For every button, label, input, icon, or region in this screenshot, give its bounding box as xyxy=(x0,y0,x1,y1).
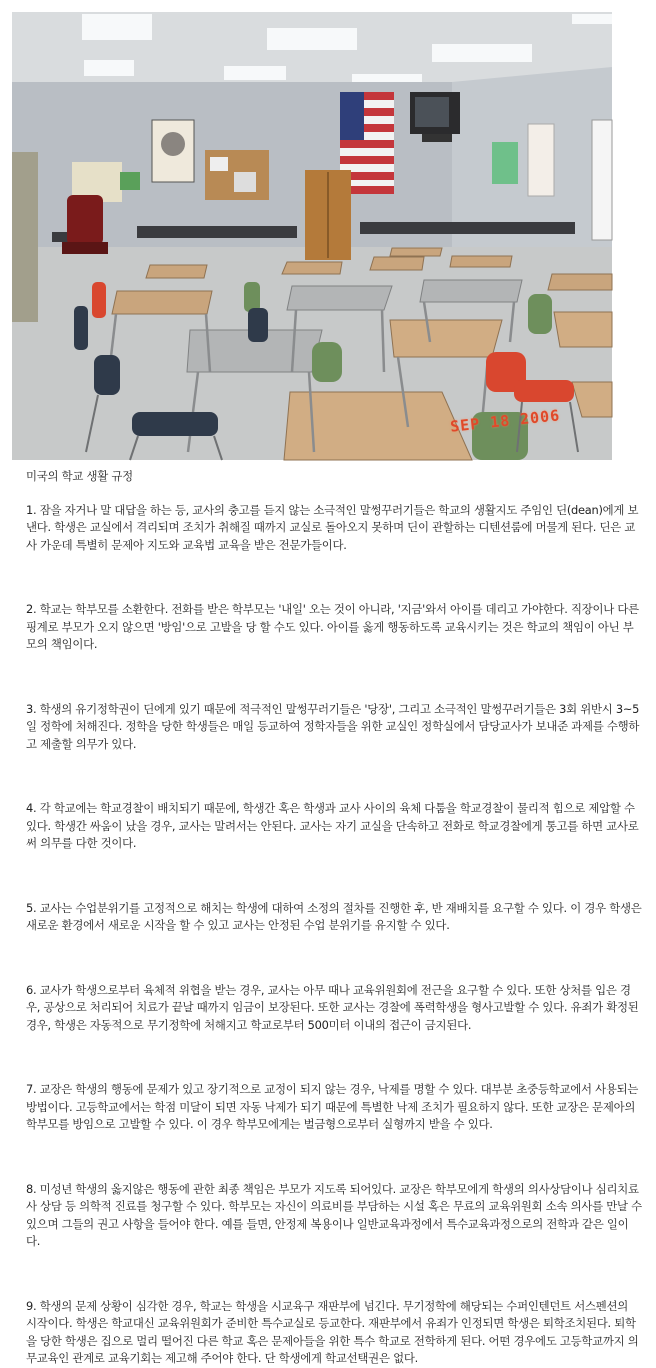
rule-6: 6. 교사가 학생으로부터 육체적 위협을 받는 경우, 교사는 아무 때나 교육위원회에 전근을 요구할 수 있다. 또한 상처를 입은 경우, 공상으로 처리되어 치료가 끝날 때까지 임금이 보장된다. 또한 교사는 경찰에 폭력학생을 형사고발할 수 있다. 유죄가 확정된 경우, 학생은 자동적으로 무기정학에 처해지고 학교로부터 500미터 이내의 접근이 금지된다. xyxy=(26,982,639,1032)
rule-3: 3. 학생의 유기정학권이 딘에게 있기 때문에 적극적인 말썽꾸러기들은 '당장', 그리고 소극적인 말썽꾸러기들은 3회 위반시 3~5일 정학에 처해진다. 정학을 당한 학생들은 매일 등교하여 정학자들을 위한 교실인 정학실에서 담당교사가 보내준 과제를 수행하고 제출할 의무가 있다. xyxy=(26,701,640,751)
rule-7: 7. 교장은 학생의 행동에 문제가 있고 장기적으로 교정이 되지 않는 경우, 낙제를 명할 수 있다. 대부분 초중등학교에서 사용되는 방법이다. 고등학교에서는 학점 미달이 되면 자동 낙제가 되기 때문에 특별한 낙제 조치가 필요하지 않다. 또한 교장은 문제아의 학부모를 방임으로 고발할 수 있다. 이 경우 학부모에게는 벌금형으로부터 실형까지 받을 수 있다. xyxy=(26,1082,639,1131)
article-title: 미국의 학교 생활 규정 xyxy=(26,469,133,483)
rule-4: 4. 각 학교에는 학교경찰이 배치되기 때문에, 학생간 혹은 학생과 교사 사이의 육체 다툼을 학교경찰이 물리적 힘으로 제압할 수 있다. 학생간 싸움이 났을 경우, 교사는 말려서는 안된다. 교사는 자기 교실을 단속하고 전화로 학교경찰에게 통고를 하면 교사로써 의무를 다한 것이다. xyxy=(26,801,639,850)
date-stamp: SEP 18 2006 xyxy=(449,406,561,436)
classroom-photo xyxy=(12,12,612,460)
rule-1: 1. 잠을 자거나 말 대답을 하는 등, 교사의 충고를 듣지 않는 소극적인 말썽꾸러기들은 학교의 생활지도 주임인 딘(dean)에게 보낸다. 학생은 교실에서 격리되며 조치가 취해질 때까지 교실로 돌아오지 못하며 딘이 관할하는 디텐션룸에 머물게 된다. 딘은 교사 가운데 특별히 문제아 지도와 교육법 교육을 받은 전문가들이다. xyxy=(26,502,639,552)
article xyxy=(26,468,642,1368)
classroom-illustration xyxy=(12,12,612,460)
rule-8: 8. 미성년 학생의 옳지않은 행동에 관한 최종 책임은 부모가 지도록 되어있다. 교장은 학부모에게 학생의 의사상담이나 심리치료사 상담 등 의학적 진료를 청구할 수 있다. 학부모는 자신이 의료비를 부담하는 시설 혹은 무료의 교육위원회 소속 의사를 만날 수 있으며 그들의 권고 사항을 들어야 한다. 예를 들면, 안정제 복용이나 일반교육과정에서 특수교육과정으로의 전학과 같은 일이다. xyxy=(26,1181,642,1248)
rule-9: 9. 학생의 문제 상황이 심각한 경우, 학교는 학생을 시교육구 재판부에 넘긴다. 무기정학에 해당되는 수퍼인텐던트 서스펜션의 시작이다. 학생은 학교대신 교육위원회가 준비한 특수교실로 등교한다. 재판부에서 유죄가 인정되면 학생은 퇴학조치된다. 퇴학을 당한 학생은 집으로 멀리 떨어진 다른 학교 혹은 문제아들을 위한 특수 학교로 전학하게 된다. 어떤 경우에도 고등학교까지 의무교육인 관계로 교육기회는 제고해 주어야 한다. 단 학생에게 학교선택권은 없다. xyxy=(26,1298,639,1365)
rule-5: 5. 교사는 수업분위기를 고정적으로 해치는 학생에 대하여 소정의 절차를 진행한 후, 반 재배치를 요구할 수 있다. 이 경우 학생은 새로운 환경에서 새로운 시작을 할 수 있고 교사는 안정된 수업 분위기를 유지할 수 있다. xyxy=(26,900,642,932)
rule-2: 2. 학교는 학부모를 소환한다. 전화를 받은 학부모는 '내일' 오는 것이 아니라, '지금'와서 아이를 데리고 가야한다. 직장이나 다른 핑계로 부모가 오지 않으면 '방임'으로 고발을 당 할 수도 있다. 아이를 옳게 행동하도록 교육시키는 것은 학교의 책임이 아닌 부모의 책임이다. xyxy=(26,602,639,651)
